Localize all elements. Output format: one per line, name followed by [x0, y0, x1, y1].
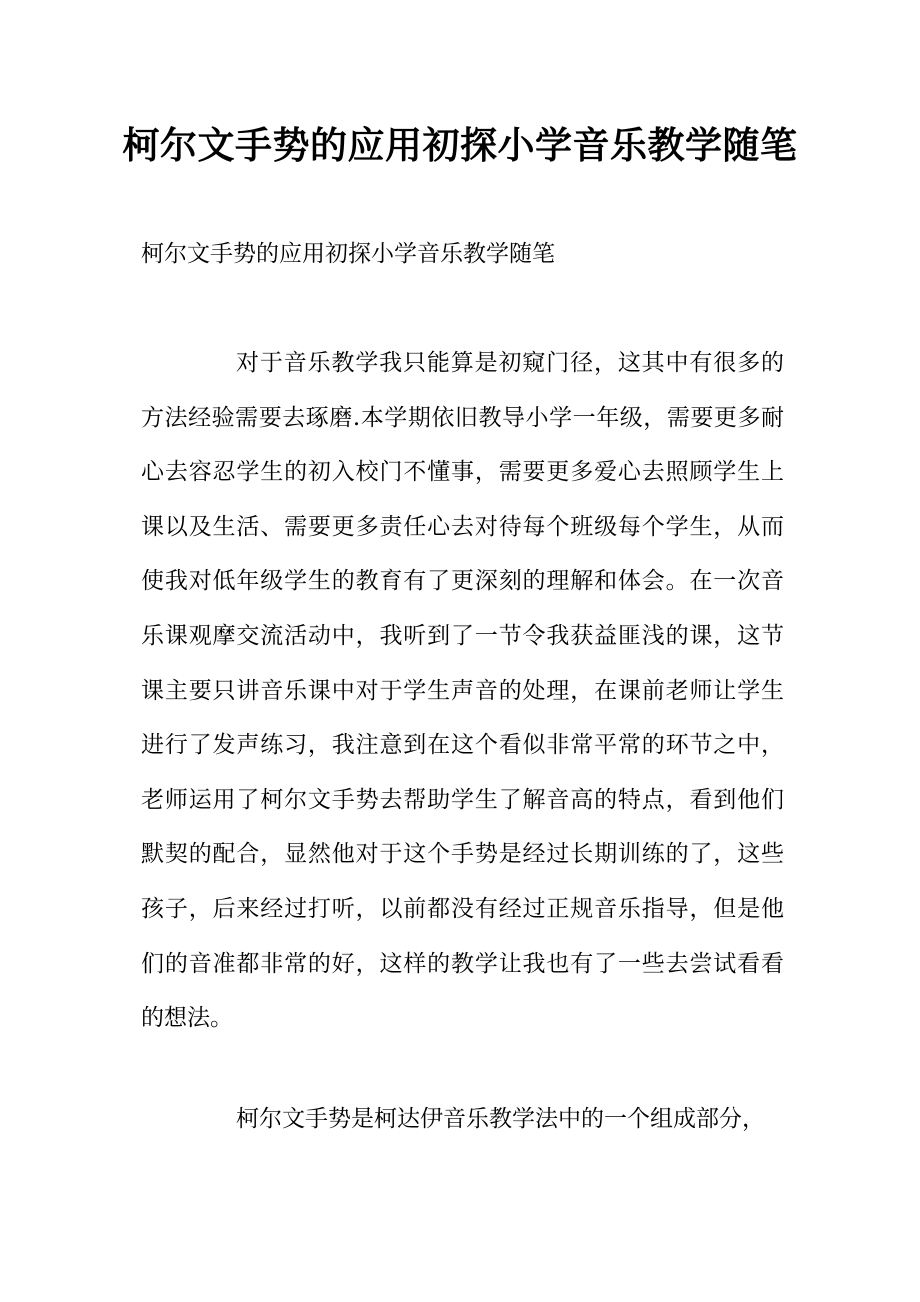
- body-paragraph-2: 柯尔文手势是柯达伊音乐教学法中的一个组成部分，: [236, 1106, 765, 1132]
- body-paragraph-1: 对于音乐教学我只能算是初窥门径，这其中有很多的方法经验需要去琢磨.本学期依旧教导小学一年级，需要更多耐心去容忍学生的初入校门不懂事，需要更多爱心去照顾学生上课以及生活、需要更多责任心去对待每个班级每个学生，从而使我对低年级学生的教育有了更深刻的理解和体会。在一次音乐课观摩交流活动中，我听到了一节令我获益匪浅的课，这节课主要只讲音乐课中对于学生声音的处理，在课前老师让学生进行了发声练习，我注意到在这个看似非常平常的环节之中，老师运用了柯尔文手势去帮助学生了解音高的特点，看到他们默契的配合，显然他对于这个手势是经过长期训练的了，这些孩子，后来经过打听，以前都没有经过正规音乐指导，但是他们的音准都非常的好，这样的教学让我也有了一些去尝试看看的想法。: [141, 350, 784, 1032]
- document-title: 柯尔文手势的应用初探小学音乐教学随笔: [122, 124, 798, 167]
- document-subtitle: 柯尔文手势的应用初探小学音乐教学随笔: [141, 241, 555, 267]
